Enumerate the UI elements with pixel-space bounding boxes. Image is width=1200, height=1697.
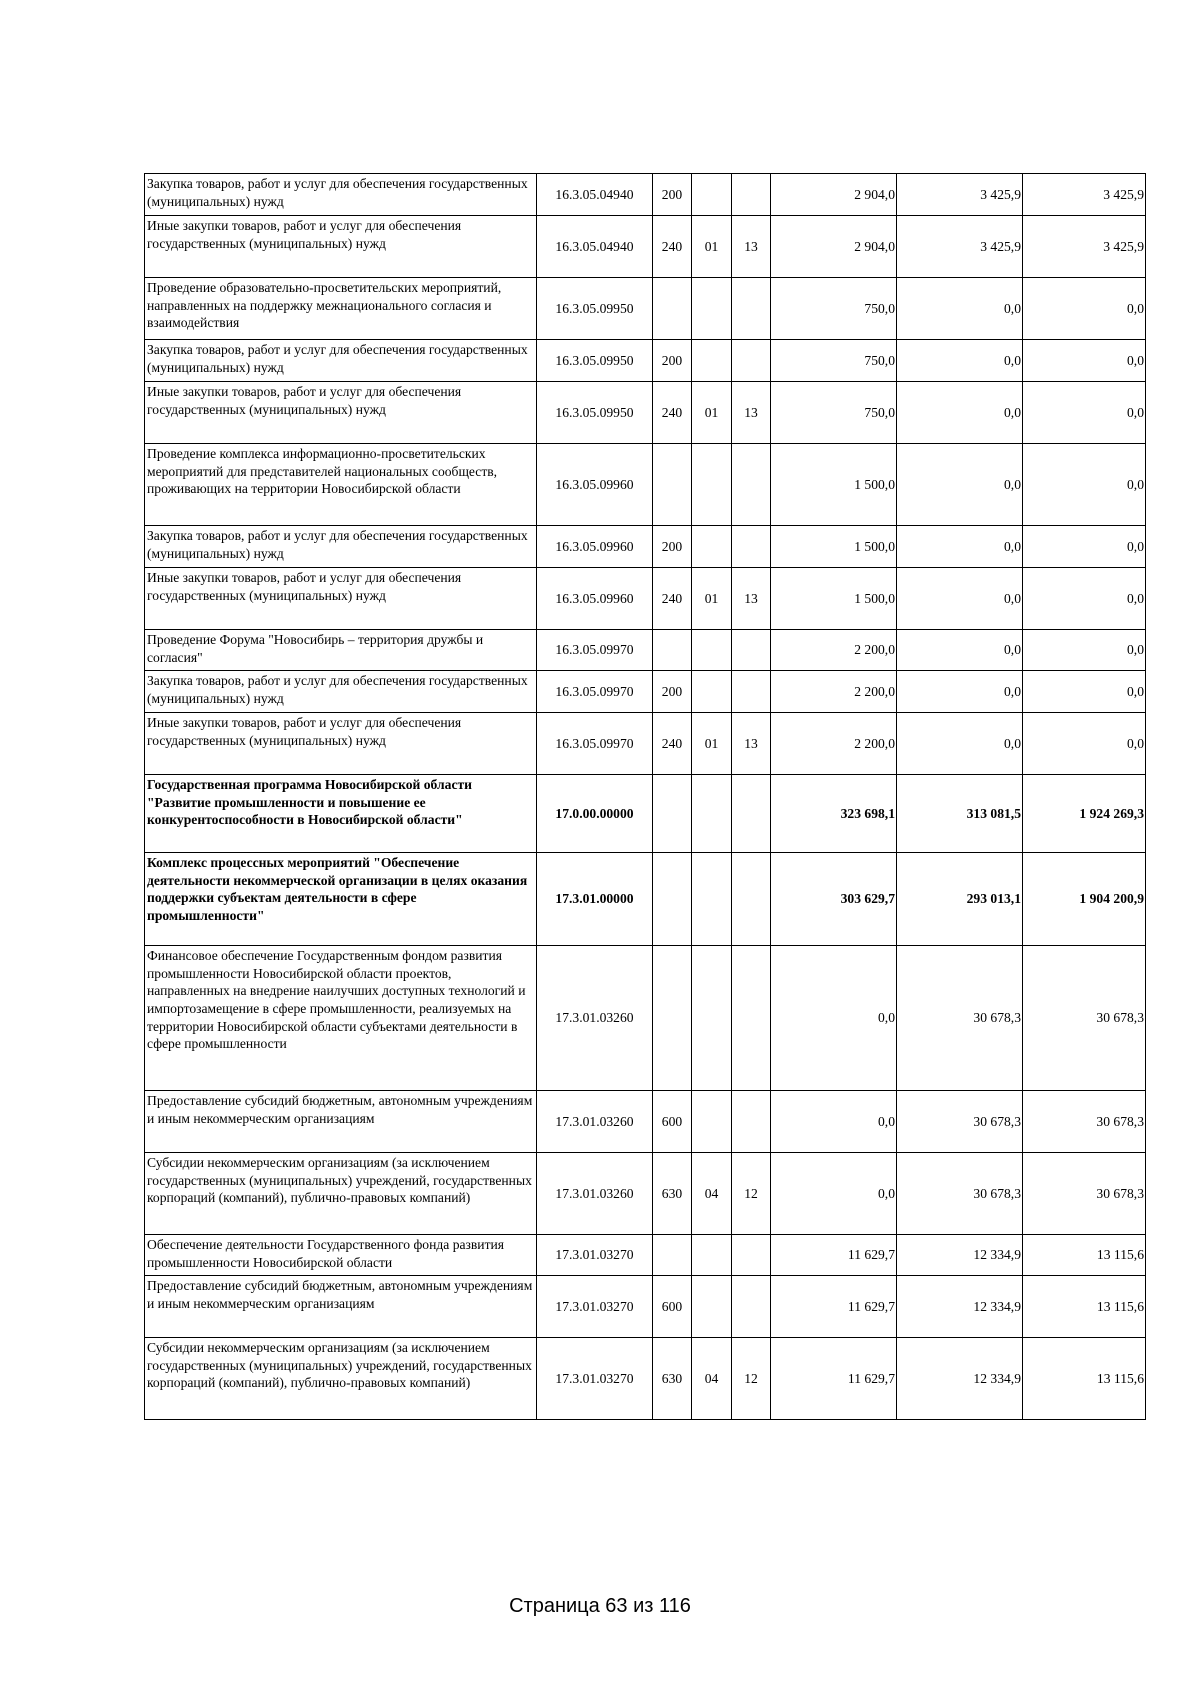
row-subsection: 13	[732, 216, 771, 278]
row-expense-type: 630	[653, 1153, 692, 1235]
row-code: 17.3.01.03260	[537, 1091, 653, 1153]
row-amount-year-3: 1 924 269,3	[1023, 775, 1146, 853]
row-name: Предоставление субсидий бюджетным, автономным учреждениям и иным некоммерческим организациям	[145, 1091, 537, 1153]
row-code: 16.3.05.09970	[537, 713, 653, 775]
row-subsection	[732, 946, 771, 1091]
table-row	[145, 853, 1146, 946]
row-section: 01	[692, 382, 732, 444]
row-subsection: 12	[732, 1153, 771, 1235]
row-amount-year-1: 0,0	[771, 1153, 897, 1235]
row-name: Финансовое обеспечение Государственным фондом развития промышленности Новосибирской области проектов, направленных на внедрение наилучших доступных технологий и импортозамещение в сфере промышленности, реализуемых на территории Новосибирской области субъектами деятельности в сфере промышленности	[145, 946, 537, 1091]
row-subsection	[732, 1276, 771, 1338]
row-section	[692, 946, 732, 1091]
row-code: 17.3.01.03270	[537, 1235, 653, 1276]
row-code: 17.3.01.03260	[537, 1153, 653, 1235]
row-amount-year-2: 0,0	[897, 713, 1023, 775]
row-subsection: 12	[732, 1338, 771, 1420]
row-amount-year-2: 0,0	[897, 382, 1023, 444]
row-amount-year-3: 0,0	[1023, 630, 1146, 671]
row-amount-year-1: 323 698,1	[771, 775, 897, 853]
row-code: 17.0.00.00000	[537, 775, 653, 853]
row-code: 16.3.05.09950	[537, 340, 653, 382]
row-amount-year-1: 1 500,0	[771, 444, 897, 526]
row-name: Иные закупки товаров, работ и услуг для обеспечения государственных (муниципальных) нужд	[145, 382, 537, 444]
row-amount-year-1: 0,0	[771, 1091, 897, 1153]
row-expense-type: 240	[653, 568, 692, 630]
row-code: 16.3.05.09950	[537, 382, 653, 444]
row-subsection: 13	[732, 382, 771, 444]
row-amount-year-3: 30 678,3	[1023, 1091, 1146, 1153]
row-amount-year-2: 3 425,9	[897, 216, 1023, 278]
row-name: Закупка товаров, работ и услуг для обеспечения государственных (муниципальных) нужд	[145, 174, 537, 216]
row-expense-type: 600	[653, 1276, 692, 1338]
row-section: 01	[692, 568, 732, 630]
table-row	[145, 216, 1146, 278]
table-row	[145, 444, 1146, 526]
row-subsection	[732, 1091, 771, 1153]
row-subsection	[732, 526, 771, 568]
row-amount-year-3: 0,0	[1023, 340, 1146, 382]
row-expense-type: 600	[653, 1091, 692, 1153]
row-amount-year-2: 30 678,3	[897, 1091, 1023, 1153]
row-expense-type	[653, 853, 692, 946]
row-amount-year-2: 12 334,9	[897, 1276, 1023, 1338]
row-amount-year-2: 0,0	[897, 630, 1023, 671]
row-section	[692, 853, 732, 946]
row-section	[692, 1091, 732, 1153]
table-row	[145, 382, 1146, 444]
row-section	[692, 340, 732, 382]
row-amount-year-3: 13 115,6	[1023, 1276, 1146, 1338]
row-section	[692, 1276, 732, 1338]
row-expense-type: 200	[653, 526, 692, 568]
row-expense-type	[653, 775, 692, 853]
row-section	[692, 278, 732, 340]
row-amount-year-3: 30 678,3	[1023, 946, 1146, 1091]
table-row	[145, 1235, 1146, 1276]
row-name: Проведение образовательно-просветительских мероприятий, направленных на поддержку межнационального согласия и взаимодействия	[145, 278, 537, 340]
table-row	[145, 713, 1146, 775]
row-amount-year-3: 1 904 200,9	[1023, 853, 1146, 946]
row-section: 04	[692, 1338, 732, 1420]
table-row	[145, 340, 1146, 382]
row-expense-type: 240	[653, 216, 692, 278]
row-expense-type	[653, 946, 692, 1091]
row-amount-year-3: 13 115,6	[1023, 1338, 1146, 1420]
row-section	[692, 526, 732, 568]
row-amount-year-1: 2 200,0	[771, 713, 897, 775]
table-row	[145, 1091, 1146, 1153]
row-amount-year-1: 1 500,0	[771, 526, 897, 568]
row-subsection	[732, 853, 771, 946]
row-code: 17.3.01.03270	[537, 1276, 653, 1338]
table-row	[145, 946, 1146, 1091]
table-row	[145, 174, 1146, 216]
row-amount-year-3: 0,0	[1023, 713, 1146, 775]
row-section	[692, 630, 732, 671]
row-amount-year-2: 30 678,3	[897, 1153, 1023, 1235]
row-amount-year-1: 2 200,0	[771, 671, 897, 713]
row-section: 04	[692, 1153, 732, 1235]
row-amount-year-2: 0,0	[897, 568, 1023, 630]
row-code: 16.3.05.09960	[537, 444, 653, 526]
row-amount-year-3: 3 425,9	[1023, 216, 1146, 278]
table-row	[145, 630, 1146, 671]
row-subsection	[732, 174, 771, 216]
row-code: 16.3.05.09970	[537, 671, 653, 713]
row-subsection	[732, 1235, 771, 1276]
row-amount-year-1: 11 629,7	[771, 1235, 897, 1276]
row-amount-year-3: 0,0	[1023, 444, 1146, 526]
row-section: 01	[692, 216, 732, 278]
row-section: 01	[692, 713, 732, 775]
row-name: Закупка товаров, работ и услуг для обеспечения государственных (муниципальных) нужд	[145, 671, 537, 713]
row-name: Проведение Форума "Новосибирь – территория дружбы и согласия"	[145, 630, 537, 671]
row-amount-year-1: 0,0	[771, 946, 897, 1091]
row-amount-year-3: 30 678,3	[1023, 1153, 1146, 1235]
row-code: 17.3.01.03270	[537, 1338, 653, 1420]
table-body	[145, 174, 1146, 1420]
table-row	[145, 526, 1146, 568]
row-subsection	[732, 775, 771, 853]
row-name: Иные закупки товаров, работ и услуг для обеспечения государственных (муниципальных) нужд	[145, 568, 537, 630]
table-row	[145, 1338, 1146, 1420]
page-number: Страница 63 из 116	[509, 1595, 691, 1617]
row-expense-type: 200	[653, 174, 692, 216]
table-row	[145, 775, 1146, 853]
row-subsection: 13	[732, 568, 771, 630]
row-amount-year-1: 11 629,7	[771, 1338, 897, 1420]
row-name: Проведение комплекса информационно-просветительских мероприятий для представителей национальных сообществ, проживающих на территории Новосибирской области	[145, 444, 537, 526]
row-subsection	[732, 671, 771, 713]
row-name: Закупка товаров, работ и услуг для обеспечения государственных (муниципальных) нужд	[145, 526, 537, 568]
row-expense-type	[653, 1235, 692, 1276]
row-amount-year-1: 2 200,0	[771, 630, 897, 671]
table-row	[145, 1153, 1146, 1235]
row-amount-year-1: 303 629,7	[771, 853, 897, 946]
table-row	[145, 1276, 1146, 1338]
row-section	[692, 671, 732, 713]
row-code: 16.3.05.04940	[537, 216, 653, 278]
row-code: 17.3.01.00000	[537, 853, 653, 946]
row-section	[692, 775, 732, 853]
row-amount-year-2: 0,0	[897, 340, 1023, 382]
row-amount-year-1: 2 904,0	[771, 174, 897, 216]
row-amount-year-3: 0,0	[1023, 671, 1146, 713]
row-name: Комплекс процессных мероприятий "Обеспечение деятельности некоммерческой организации в целях оказания поддержки субъектам деятельности в сфере промышленности"	[145, 853, 537, 946]
row-amount-year-2: 293 013,1	[897, 853, 1023, 946]
table-row	[145, 278, 1146, 340]
row-section	[692, 444, 732, 526]
row-amount-year-2: 12 334,9	[897, 1338, 1023, 1420]
row-expense-type: 200	[653, 340, 692, 382]
row-code: 16.3.05.09960	[537, 526, 653, 568]
row-name: Иные закупки товаров, работ и услуг для обеспечения государственных (муниципальных) нужд	[145, 713, 537, 775]
row-name: Предоставление субсидий бюджетным, автономным учреждениям и иным некоммерческим организациям	[145, 1276, 537, 1338]
row-amount-year-2: 0,0	[897, 526, 1023, 568]
row-expense-type: 200	[653, 671, 692, 713]
row-amount-year-2: 0,0	[897, 671, 1023, 713]
row-name: Субсидии некоммерческим организациям (за исключением государственных (муниципальных) учреждений, государственных корпораций (компаний), публично-правовых компаний)	[145, 1338, 537, 1420]
row-amount-year-2: 30 678,3	[897, 946, 1023, 1091]
row-name: Обеспечение деятельности Государственного фонда развития промышленности Новосибирской области	[145, 1235, 537, 1276]
row-amount-year-3: 0,0	[1023, 526, 1146, 568]
row-amount-year-2: 3 425,9	[897, 174, 1023, 216]
row-amount-year-2: 0,0	[897, 444, 1023, 526]
row-code: 16.3.05.09960	[537, 568, 653, 630]
row-section	[692, 1235, 732, 1276]
row-amount-year-3: 0,0	[1023, 382, 1146, 444]
budget-table	[144, 173, 1146, 1420]
row-amount-year-2: 0,0	[897, 278, 1023, 340]
row-subsection	[732, 630, 771, 671]
row-code: 16.3.05.09970	[537, 630, 653, 671]
row-code: 16.3.05.09950	[537, 278, 653, 340]
row-name: Субсидии некоммерческим организациям (за исключением государственных (муниципальных) учреждений, государственных корпораций (компаний), публично-правовых компаний)	[145, 1153, 537, 1235]
table-row	[145, 671, 1146, 713]
row-expense-type	[653, 444, 692, 526]
row-amount-year-3: 13 115,6	[1023, 1235, 1146, 1276]
row-amount-year-1: 2 904,0	[771, 216, 897, 278]
row-amount-year-3: 0,0	[1023, 278, 1146, 340]
row-amount-year-3: 3 425,9	[1023, 174, 1146, 216]
row-name: Государственная программа Новосибирской области "Развитие промышленности и повышение ее конкурентоспособности в Новосибирской области"	[145, 775, 537, 853]
row-expense-type	[653, 278, 692, 340]
row-amount-year-1: 750,0	[771, 340, 897, 382]
row-subsection: 13	[732, 713, 771, 775]
row-amount-year-1: 750,0	[771, 278, 897, 340]
row-expense-type: 630	[653, 1338, 692, 1420]
row-expense-type	[653, 630, 692, 671]
row-code: 16.3.05.04940	[537, 174, 653, 216]
row-amount-year-3: 0,0	[1023, 568, 1146, 630]
row-name: Закупка товаров, работ и услуг для обеспечения государственных (муниципальных) нужд	[145, 340, 537, 382]
row-amount-year-2: 313 081,5	[897, 775, 1023, 853]
row-amount-year-2: 12 334,9	[897, 1235, 1023, 1276]
row-subsection	[732, 278, 771, 340]
row-amount-year-1: 11 629,7	[771, 1276, 897, 1338]
row-amount-year-1: 750,0	[771, 382, 897, 444]
table-row	[145, 568, 1146, 630]
row-subsection	[732, 340, 771, 382]
row-subsection	[732, 444, 771, 526]
row-amount-year-1: 1 500,0	[771, 568, 897, 630]
row-section	[692, 174, 732, 216]
row-expense-type: 240	[653, 713, 692, 775]
row-expense-type: 240	[653, 382, 692, 444]
row-code: 17.3.01.03260	[537, 946, 653, 1091]
row-name: Иные закупки товаров, работ и услуг для обеспечения государственных (муниципальных) нужд	[145, 216, 537, 278]
